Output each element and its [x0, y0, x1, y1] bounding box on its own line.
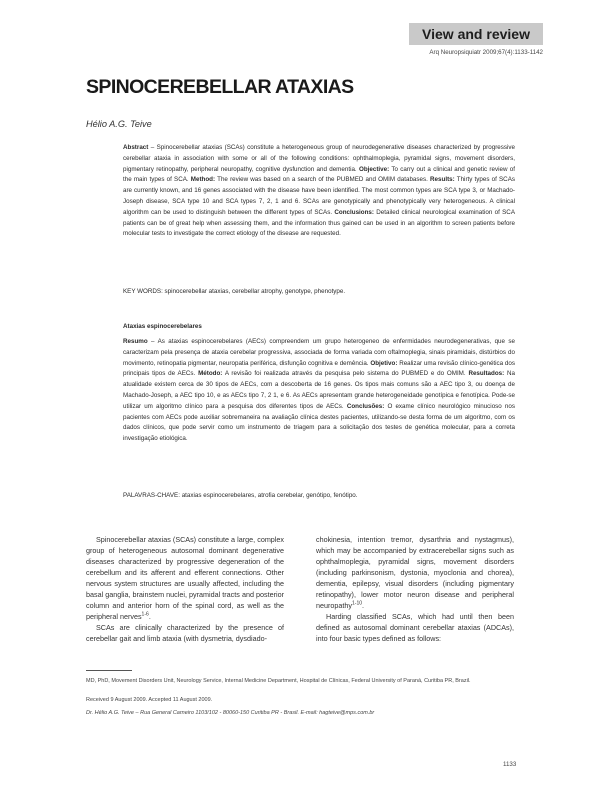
objetivo-text: Realizar uma revisão clínico-genética dos principais tipos de AECs.: [123, 359, 516, 378]
portuguese-title: Ataxias espinocerebelares: [123, 323, 202, 330]
sentence-end: .: [362, 601, 365, 611]
body-paragraph: SCAs are clinically characterized by the presence of cerebellar gait and limb ataxia (with dysmetria, dysdiado-: [86, 623, 284, 644]
resumo-text: – As ataxias espinocerebelares (AECs) compreendem um grupo heterogeneo de enfermidades neurodegenerativas, que se caracterizam pela presença de ataxia cerebelar progressiva, associada de forma variada com oftalmoplegia, sinais piramidais, distúrbios do movimento, retinopatia pigmentar, neuropatia periférica, disfunção cognitiva e demência.: [123, 338, 515, 367]
metodo-text: A revisão foi realizada através da pesquisa pelo sistema do PUBMED e do OMIM.: [222, 370, 466, 378]
resultados-text: Na atualidade existem cerca de 30 tipos de AECs, com a descoberta de 16 genes. Os tipos mais comuns são a AEC tipo 3, ou doença de Machado-Joseph, a AEC tipo 10, e as AECs tipo 7, 2 1, e 6. As AECs apresentam grande heterogeneidade genotípica e fenotípica. Pode-se utilizar um algoritmo clínico para a pesquisa dos diferentes tipos de AECs.: [123, 370, 515, 410]
body-column-right: [316, 534, 514, 644]
resumo-label: Resumo: [123, 338, 148, 345]
citation-ref: 1-6: [141, 611, 149, 618]
metodo-label: Método:: [198, 370, 223, 378]
body-paragraph: Harding classified SCAs, which had until then been defined as autosomal dominant cerebellar ataxias (ADCAs), into four basic types defined as follows:: [316, 612, 514, 644]
resumo: [123, 337, 515, 445]
results-text: Thirty types of SCAs are currently known, and 16 genes associated with the disease have been identified. The most common types are SCA type 3, or Machado-Joseph disease, SCA type 10 and SCA types 7, 2, 1 and 6. SCAs are genotypically and phenotypically very heterogeneous. A clinical algorithm can be used to distinguish between the different types of SCAs.: [123, 176, 515, 216]
objective-text: To carry out a clinical and genetic review of the main types of SCA.: [123, 165, 515, 184]
section-label: View and review: [409, 23, 543, 45]
results-label: Results:: [430, 176, 455, 184]
body-column-left: [86, 534, 284, 644]
conclusoes-text: O exame clínico neurológico minucioso nos pacientes com AECs pode auxiliar sobremaneira na avaliação clínica destes pacientes, utilizando-se desta forma de um algoritmo, com os dados clínicos, que pode servir como um instrumento de triagem para a solicitação dos testes de genética molecular, para a correta investigação etiológica.: [123, 402, 515, 443]
footnote-divider: [86, 670, 132, 671]
conclusions-label: Conclusions:: [334, 208, 374, 216]
page-number: 1133: [503, 761, 517, 768]
citation-ref: 1-10: [351, 600, 363, 607]
journal-citation: Arq Neuropsiquiatr 2009;67(4):1133-1142: [429, 49, 543, 56]
abstract-label: Abstract: [123, 144, 149, 151]
resultados-label: Resultados:: [468, 370, 505, 378]
body-paragraph: chokinesia, intention tremor, dysarthria and nystagmus), which may be accompanied by extracerebellar signs such as ophthalmoplegia, pyramidal signs, movement disorders (including parkinsonism, dystonia, myoclonia and chorea), dementia, epilepsy, visual disorders (including pigmentary retinopathy), lower motor neuron disease and peripheral neuropathy: [316, 535, 514, 611]
objetivo-label: Objetivo:: [370, 359, 398, 367]
conclusoes-label: Conclusões:: [346, 402, 385, 410]
method-label: Method:: [190, 176, 216, 184]
article-author: Hélio A.G. Teive: [86, 119, 152, 129]
abstract-text: – Spinocerebellar ataxias (SCAs) constitute a heterogeneous group of neurodegenerative diseases characterized by progressive cerebellar ataxia in association with some or all of the following conditions: ophthalmoplegia, pyramidal signs, movement disorders, pigmentary retinopathy, peripheral neuropathy, cognitive dysfunction and dementia.: [123, 144, 515, 173]
article-title: SPINOCEREBELLAR ATAXIAS: [86, 76, 354, 98]
method-text: The review was based on a search of the PUBMED and OMIM databases.: [215, 176, 428, 184]
sentence-end: .: [148, 612, 151, 622]
keywords: KEY WORDS: spinocerebellar ataxias, cerebellar atrophy, genotype, phenotype.: [123, 288, 346, 295]
footnote-correspondence: Dr. Hélio A.G. Teive – Rua General Carneiro 1103/102 - 80060-150 Curitiba PR - Brasil. E-mail: hagteive@mps.com.br: [86, 710, 375, 716]
abstract: [123, 143, 515, 240]
footnote-dates: Received 9 August 2009. Accepted 11 August 2009.: [86, 697, 213, 703]
conclusions-text: Detailed clinical neurological examination of SCA patients can be of great help when assessing them, and the information thus gained can be used in an algorithm to screen patients before molecular tests to investigate the correct etiology of the disease are requested.: [123, 208, 515, 238]
palavras-chave: PALAVRAS-CHAVE: ataxias espinocerebelares, atrofia cerebelar, genótipo, fenótipo.: [123, 492, 358, 499]
objective-label: Objective:: [358, 165, 390, 173]
body-paragraph: Spinocerebellar ataxias (SCAs) constitute a large, complex group of heterogeneous autosomal dominant degenerative diseases characterized by progressive degeneration of the cerebellum and its afferent and efferent connections. Other nervous system structures are usually affected, including the basal ganglia, brainstem nuclei, pyramidal tracts and posterior column and anterior horn of the spinal cord, as well as the peripheral nerves: [86, 535, 284, 622]
footnote-affiliation: MD, PhD, Movement Disorders Unit, Neurology Service, Internal Medicine Department, Hospital de Clínicas, Federal University of Paraná, Curitiba PR, Brazil.: [86, 678, 471, 684]
